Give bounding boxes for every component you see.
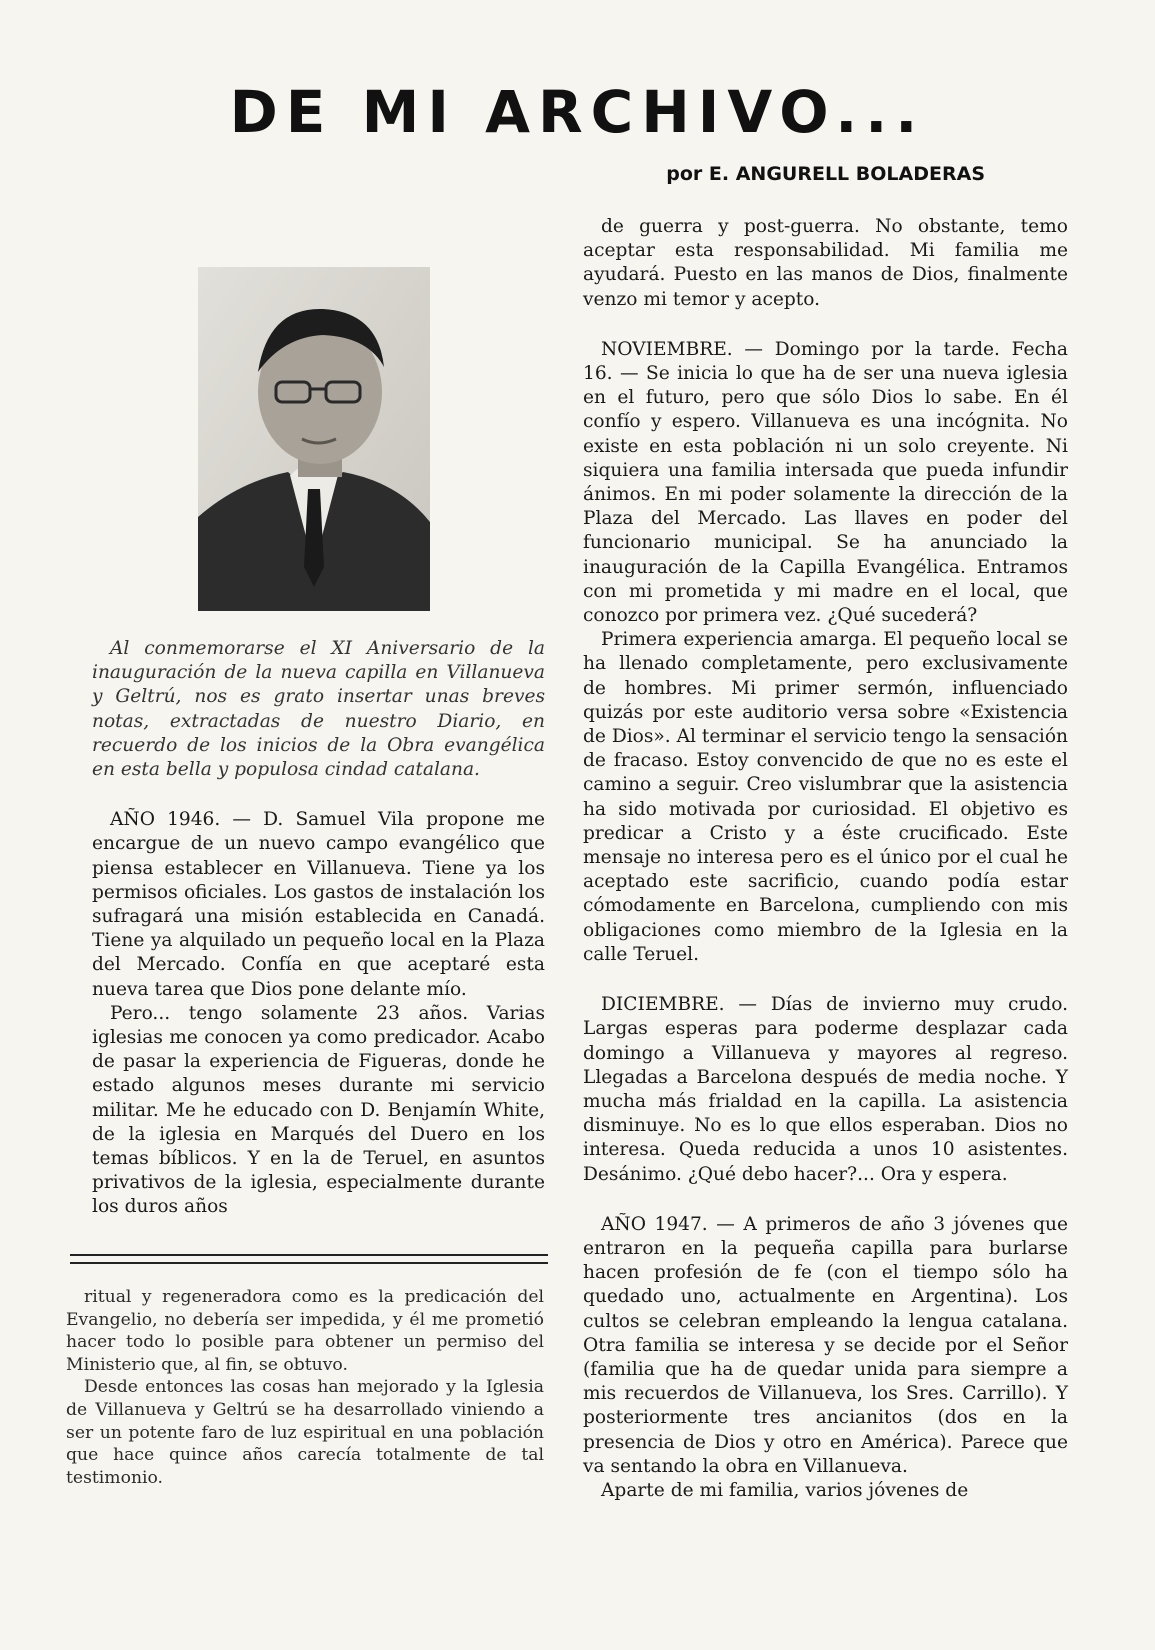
paragraph-permiso: ritual y regeneradora como es la predicación del Evangelio, no debería ser impedida, y él me prometió hacer todo lo posible para obtener un permiso del Ministerio que, al fin, se obtuvo. — [66, 1287, 544, 1375]
article-title: DE MI ARCHIVO... — [229, 78, 926, 146]
left-column-bottom — [66, 1286, 544, 1489]
paragraph-ano-1947: AÑO 1947. — A primeros de año 3 jóvenes que entraron en la pequeña capilla para burlarse hacen profesión de fe (con el tiempo sólo ha quedado uno, actualmente en Argentina). Los cultos se celebran empleando la lengua catalana. Otra familia se interesa y se decide por el Señor (familia que ha de quedar unida para siempre a mis recuerdos de Villanueva, los Sres. Carrillo). Y posteriormente tres ancianitos (dos en la presencia de Dios y otro en América). Parece que va sentando la obra en Villanueva. — [583, 1213, 1068, 1477]
paragraph-aparte: Aparte de mi familia, varios jóvenes de — [601, 1479, 969, 1501]
paragraph-noviembre: NOVIEMBRE. — Domingo por la tarde. Fecha 16. — Se inicia lo que ha de ser una nueva iglesia en el futuro, pero que sólo Dios lo sabe. En él confío y espero. Villanueva es una incógnita. No existe en esta población ni un solo creyente. Ni siquiera una familia intersada que pueda infundir ánimos. En mi poder solamente la dirección de la Plaza del Mercado. Las llaves en poder del funcionario municipal. Se ha anunciado la inauguración de la Capilla Evangélica. Entramos con mi prometida y mi madre en el local, que conozco por primera vez. ¿Qué sucederá? — [583, 338, 1068, 627]
paragraph-post-guerra: de guerra y post-guerra. No obstante, temo aceptar esta responsabilidad. Mi familia me ayudará. Puesto en las manos de Dios, finalmente venzo mi temor y acepto. — [583, 216, 1068, 310]
photo-caption: Al conmemorarse el XI Aniversario de la inauguración de la nueva capilla en Villanueva y Geltrú, nos es grato insertar unas breves notas, extractadas de nuestro Diario, en recuerdo de los inicios de la Obra evangélica en esta bella y populosa cindad catalana. — [92, 638, 545, 781]
author-byline: por E. ANGURELL BOLADERAS — [666, 163, 985, 185]
paragraph-primera-experiencia: Primera experiencia amarga. El pequeño local se ha llenado completamente, pero exclusivamente de hombres. Mi primer sermón, influenciado quizás por este auditorio versa sobre «Existencia de Dios». Al terminar el servicio tengo la sensación de fracaso. Estoy convencido de que no es este el camino a seguir. Creo vislumbrar que la asistencia ha sido motivada por curiosidad. El objetivo es predicar a Cristo y a éste crucificado. Este mensaje no interesa pero es el único por el cual he aceptado este sacrificio, cuando podía estar cómodamente en Barcelona, cumpliendo con mis obligaciones como miembro de la Iglesia en la calle Teruel. — [583, 629, 1068, 965]
paragraph-desde-entonces: Desde entonces las cosas han mejorado y la Iglesia de Villanueva y Geltrú se ha desarrollado viniendo a ser un potente faro de luz espiritual en una población que hace quince años carecía totalmente de tal testimonio. — [66, 1377, 544, 1488]
paragraph-diciembre: DICIEMBRE. — Días de invierno muy crudo. Largas esperas para poderme desplazar cada domingo a Villanueva y mayores al regreso. Llegadas a Barcelona después de media noche. Y mucha más frialdad en la capilla. La asistencia disminuye. No es lo que ellos esperaban. Dios no interesa. Queda reducida a unos 10 asistentes. Desánimo. ¿Qué debo hacer?... Ora y espera. — [583, 994, 1068, 1185]
portrait-photo — [198, 267, 430, 611]
divider-rule — [70, 1262, 548, 1264]
paragraph-ano-1946: AÑO 1946. — D. Samuel Vila propone me encargue de un nuevo campo evangélico que piensa establecer en Villanueva. Tiene ya los permisos oficiales. Los gastos de instalación los sufragará una misión establecida en Canadá. Tiene ya alquilado un pequeño local en la Plaza del Mercado. Confía en que aceptaré esta nueva tarea que Dios pone delante mío. — [92, 809, 545, 1000]
portrait-photo-icon — [198, 267, 430, 611]
paragraph-23-anos: Pero... tengo solamente 23 años. Varias iglesias me conocen ya como predicador. Acabo de pasar la experiencia de Figueras, donde he estado algunos meses durante mi servicio militar. Me he educado con D. Benjamín White, de la iglesia en Marqués del Duero en los temas bíblicos. Y en la de Teruel, en asuntos privativos de la iglesia, especialmente durante los duros años — [92, 1002, 545, 1218]
divider-rule — [70, 1254, 548, 1256]
right-column — [583, 215, 1068, 1503]
left-column-top — [92, 637, 545, 1220]
